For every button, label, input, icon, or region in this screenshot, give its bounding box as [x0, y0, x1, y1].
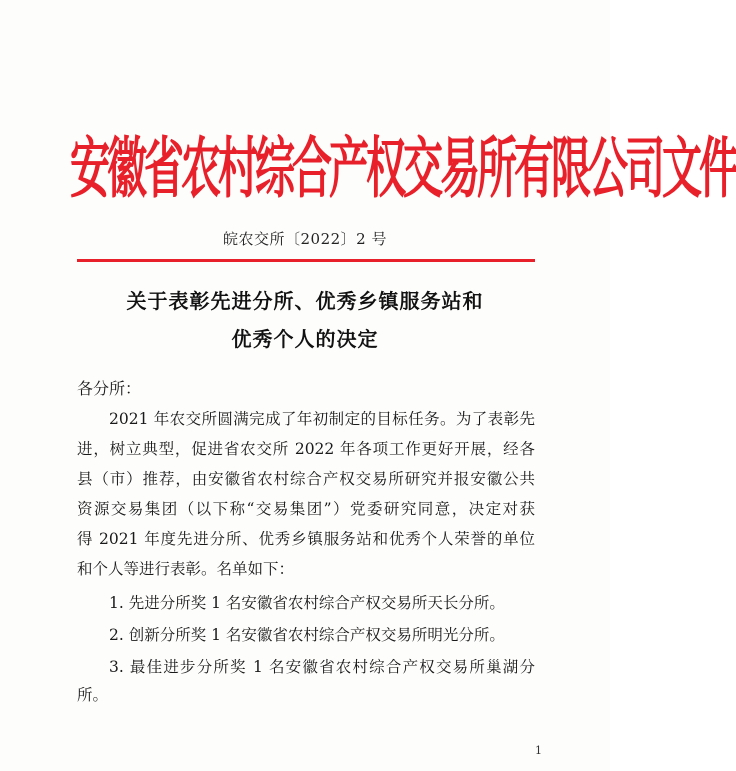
paragraph-line: 和个人等进行表彰。名单如下： — [77, 560, 295, 578]
list-item-continuation: 所。 — [77, 686, 109, 704]
paragraph-line: 进，树立典型，促进省农交所 2022 年各项工作更好开展，经各 — [77, 440, 535, 458]
issuer-header-title: 安徽省农村综合产权交易所有限公司文件 — [70, 130, 736, 208]
list-item: 2. 创新分所奖 1 名安徽省农村综合产权交易所明光分所。 — [109, 626, 505, 644]
document-number: 皖农交所〔2022〕2 号 — [223, 230, 387, 248]
paragraph-line: 县（市）推荐，由安徽省农村综合产权交易所研究并报安徽公共 — [77, 470, 535, 488]
paragraph-line: 资源交易集团（以下称“交易集团”）党委研究同意，决定对获 — [77, 500, 535, 518]
document-title-line-2: 优秀个人的决定 — [231, 327, 379, 351]
paragraph-line: 2021 年农交所圆满完成了年初制定的目标任务。为了表彰先 — [109, 410, 535, 428]
paragraph-line: 得 2021 年度先进分所、优秀乡镇服务站和优秀个人荣誉的单位 — [77, 530, 535, 548]
salutation: 各分所： — [77, 379, 142, 398]
red-divider-line — [77, 259, 535, 262]
page-number: 1 — [535, 744, 542, 757]
document-title-line-1: 关于表彰先进分所、优秀乡镇服务站和 — [126, 289, 484, 313]
list-item: 1. 先进分所奖 1 名安徽省农村综合产权交易所天长分所。 — [109, 594, 505, 612]
list-item: 3. 最佳进步分所奖 1 名安徽省农村综合产权交易所巢湖分 — [109, 658, 535, 676]
